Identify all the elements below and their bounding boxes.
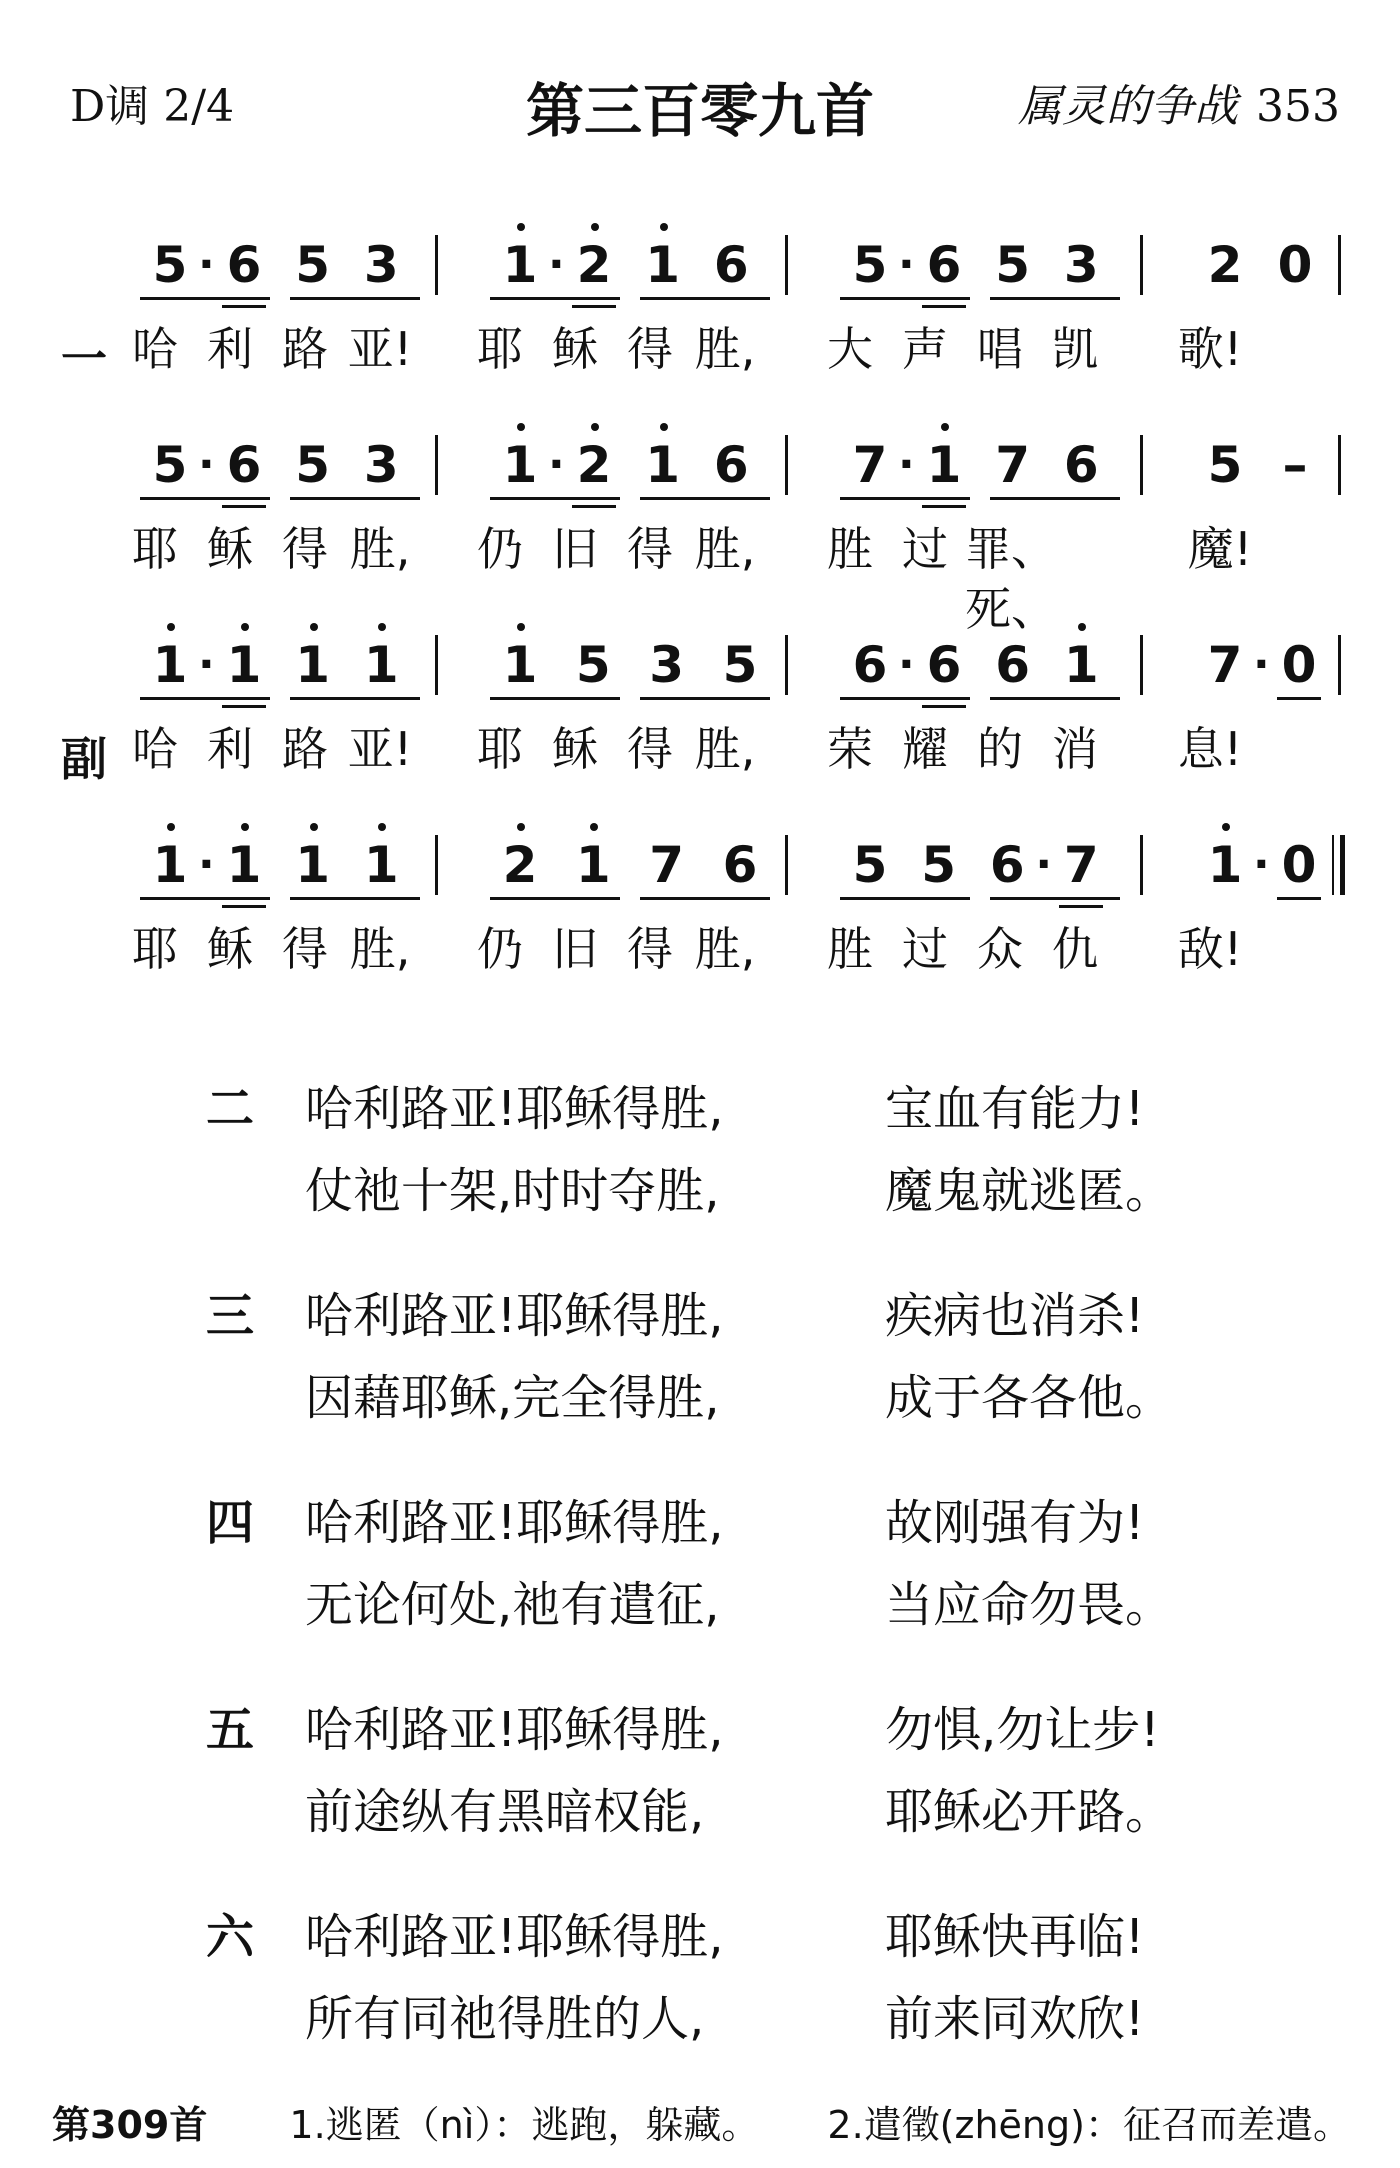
verse-line-first-half: 前途纵有黑暗权能, — [305, 1784, 705, 1840]
dot-extension: · — [1253, 639, 1270, 690]
octave-dot — [167, 823, 175, 831]
note: 1 — [140, 635, 200, 695]
lyric-syllable: 唱 — [977, 322, 1023, 376]
note: 1 — [633, 235, 693, 295]
beam-underline — [140, 497, 270, 500]
note: 2 — [1207, 236, 1243, 294]
verse-number: 五 — [205, 1702, 254, 1758]
lyric-syllable: 凯 — [1052, 322, 1098, 376]
beam-underline — [840, 497, 970, 500]
barline — [435, 235, 438, 295]
octave-dot — [517, 423, 525, 431]
lyric-syllable: 胜 — [827, 522, 873, 576]
lyric-syllable: 胜, — [694, 922, 756, 976]
note: 1 — [283, 835, 343, 895]
note: 1 — [140, 835, 200, 895]
octave-dot — [590, 823, 598, 831]
sixteenth-underline — [922, 705, 966, 708]
lyric-syllable: 哈 — [132, 322, 178, 376]
score-row — [0, 205, 1400, 395]
verse-line-first-half: 无论何处,祂有遣征, — [305, 1577, 720, 1633]
lyric-syllable: 消 — [1052, 722, 1098, 776]
note: 2 — [564, 235, 624, 295]
lyric-syllable: 耶 — [477, 322, 523, 376]
lyric-syllable: 敌! — [1177, 922, 1243, 976]
barline — [435, 835, 438, 895]
note: 6 — [713, 236, 749, 294]
verse-line-first-half: 仗祂十架,时时夺胜, — [305, 1163, 720, 1219]
sixteenth-underline — [222, 705, 266, 708]
verse-line-second-half: 前来同欢欣! — [885, 1991, 1145, 2047]
note: 1 — [914, 435, 974, 495]
note: 1 — [1195, 835, 1255, 895]
octave-dot — [941, 423, 949, 431]
section-header — [1018, 70, 1340, 134]
verse-line-first-half: 哈利路亚!耶稣得胜, — [305, 1702, 724, 1758]
verse-number: 四 — [205, 1495, 254, 1551]
note: 5 — [852, 836, 888, 894]
barline — [1338, 435, 1341, 495]
note: 5 — [852, 236, 888, 294]
lyric-syllable: 耀 — [902, 722, 948, 776]
sixteenth-underline — [572, 305, 616, 308]
lyric-syllable: 仇 — [1052, 922, 1098, 976]
octave-dot — [517, 623, 525, 631]
verse-line-first-half: 哈利路亚!耶稣得胜, — [305, 1081, 724, 1137]
sixteenth-underline — [222, 905, 266, 908]
octave-dot — [591, 223, 599, 231]
verse-line-second-half: 耶稣必开路。 — [885, 1784, 1174, 1840]
lyric-syllable: 胜, — [349, 922, 411, 976]
note: 1 — [283, 635, 343, 695]
note: 6 — [995, 636, 1031, 694]
dot-extension: · — [898, 639, 915, 690]
note: 6 — [713, 436, 749, 494]
note: 2 — [490, 835, 550, 895]
note: 3 — [649, 636, 685, 694]
sixteenth-underline — [1059, 905, 1103, 908]
octave-dot — [1222, 823, 1230, 831]
beam-underline — [640, 497, 770, 500]
barline — [1338, 635, 1341, 695]
page-number: 353 — [1256, 81, 1340, 132]
octave-dot — [167, 623, 175, 631]
lyric-syllable: 亚! — [347, 322, 413, 376]
lyric-syllable: 过 — [902, 922, 948, 976]
lyric-syllable: 得 — [627, 722, 673, 776]
note: 6 — [852, 636, 888, 694]
note: 5 — [722, 636, 758, 694]
key-time-signature: D调 2/4 — [70, 81, 235, 132]
note: 5 — [1207, 436, 1243, 494]
barline — [785, 835, 788, 895]
note: 3 — [363, 236, 399, 294]
note: 5 — [921, 836, 957, 894]
note: 0 — [1281, 636, 1317, 694]
dot-extension: · — [898, 439, 915, 490]
beam-underline — [490, 297, 620, 300]
note: 1 — [351, 635, 411, 695]
lyric-syllable: 稣 — [552, 722, 598, 776]
note: 6 — [989, 836, 1025, 894]
verse-line-second-half: 勿惧,勿让步! — [885, 1702, 1160, 1758]
lyric-syllable: 息! — [1177, 722, 1243, 776]
octave-dot — [310, 623, 318, 631]
sixteenth-underline — [922, 505, 966, 508]
note: 6 — [226, 236, 262, 294]
note: 5 — [152, 436, 188, 494]
note: 6 — [226, 436, 262, 494]
lyric-syllable: 胜, — [694, 722, 756, 776]
score-row — [0, 605, 1400, 795]
footnote-2: 2.遣徵(zhēng)：征召而差遣。 — [827, 2103, 1351, 2147]
octave-dot — [241, 623, 249, 631]
verse-number: 二 — [205, 1081, 254, 1137]
lyric-syllable: 哈 — [132, 722, 178, 776]
lyric-syllable: 得 — [627, 522, 673, 576]
verse-number: 三 — [205, 1288, 254, 1344]
lyric-syllable: 大 — [827, 322, 873, 376]
dot-extension: · — [198, 239, 215, 290]
beam-underline — [290, 297, 420, 300]
eighth-underline — [1277, 897, 1321, 900]
beam-underline — [290, 897, 420, 900]
lyric-syllable: 仍 — [477, 922, 523, 976]
note: 0 — [1281, 836, 1317, 894]
lyric-syllable: 胜, — [694, 322, 756, 376]
octave-dot — [1078, 623, 1086, 631]
note: 1 — [633, 435, 693, 495]
hymn-title: 第三百零九首 — [525, 77, 874, 145]
note: 7 — [1063, 836, 1099, 894]
lyric-syllable: 荣 — [827, 722, 873, 776]
beam-underline — [640, 897, 770, 900]
eighth-underline — [1277, 697, 1321, 700]
dot-extension: · — [548, 239, 565, 290]
verse-line-second-half: 耶稣快再临! — [885, 1909, 1145, 1965]
lyric-syllable: 得 — [627, 322, 673, 376]
note: 1 — [490, 635, 550, 695]
final-barline — [1340, 835, 1345, 895]
octave-dot — [378, 623, 386, 631]
note: 2 — [564, 435, 624, 495]
note: 1 — [563, 835, 623, 895]
barline — [1338, 235, 1341, 295]
note: 1 — [214, 635, 274, 695]
octave-dot — [241, 823, 249, 831]
lyric-syllable: 稣 — [552, 322, 598, 376]
beam-underline — [990, 897, 1120, 900]
note: 7 — [1207, 636, 1243, 694]
verse-line-second-half: 魔鬼就逃匿。 — [885, 1163, 1174, 1219]
lyric-syllable: 稣 — [207, 922, 253, 976]
note: 7 — [995, 436, 1031, 494]
verse-line-second-half: 成于各各他。 — [885, 1370, 1174, 1426]
note: 1 — [490, 235, 550, 295]
sixteenth-underline — [922, 305, 966, 308]
note: 1 — [214, 835, 274, 895]
lyric-syllable: 歌! — [1177, 322, 1243, 376]
beam-underline — [290, 497, 420, 500]
score-row — [0, 405, 1400, 636]
barline — [785, 435, 788, 495]
verse-line-first-half: 哈利路亚!耶稣得胜, — [305, 1495, 724, 1551]
note: 3 — [363, 436, 399, 494]
lyric-syllable: 胜, — [694, 522, 756, 576]
section-name: 属灵的争战 — [1018, 81, 1239, 132]
note: 5 — [575, 636, 611, 694]
lyric-syllable: 仍 — [477, 522, 523, 576]
barline — [435, 635, 438, 695]
lyric-syllable: 利 — [207, 722, 253, 776]
lyric-syllable: 众 — [977, 922, 1023, 976]
lyric-syllable: 路 — [282, 322, 328, 376]
lyric-syllable: 耶 — [132, 922, 178, 976]
note: 5 — [295, 236, 331, 294]
note: – — [1282, 436, 1308, 494]
barline — [1332, 835, 1334, 895]
note: 5 — [995, 236, 1031, 294]
verse-line-second-half: 当应命勿畏。 — [885, 1577, 1174, 1633]
lyric-syllable: 利 — [207, 322, 253, 376]
dot-extension: · — [1253, 839, 1270, 890]
verse-number: 六 — [205, 1909, 254, 1965]
beam-underline — [990, 697, 1120, 700]
lyric-syllable: 声 — [902, 322, 948, 376]
verse-line-second-half: 疾病也消杀! — [885, 1288, 1145, 1344]
beam-underline — [140, 297, 270, 300]
barline — [1140, 835, 1143, 895]
octave-dot — [660, 223, 668, 231]
octave-dot — [591, 423, 599, 431]
note: 7 — [649, 836, 685, 894]
verse-line-second-half: 宝血有能力! — [885, 1081, 1145, 1137]
lyric-syllable: 旧 — [552, 522, 598, 576]
barline — [435, 435, 438, 495]
note: 1 — [351, 835, 411, 895]
octave-dot — [378, 823, 386, 831]
verse-label: 一 — [61, 332, 107, 386]
beam-underline — [840, 697, 970, 700]
dot-extension: · — [198, 839, 215, 890]
note: 5 — [152, 236, 188, 294]
note: 7 — [852, 436, 888, 494]
verse-line-first-half: 所有同祂得胜的人, — [305, 1991, 705, 2047]
lyric-syllable: 胜 — [827, 922, 873, 976]
dot-extension: · — [1035, 839, 1053, 890]
note: 3 — [1063, 236, 1099, 294]
note: 6 — [722, 836, 758, 894]
octave-dot — [660, 423, 668, 431]
lyric-syllable: 得 — [282, 522, 328, 576]
lyric-syllable: 过 — [902, 522, 948, 576]
lyric-syllable: 旧 — [552, 922, 598, 976]
footnotes — [52, 2094, 1351, 2149]
lyric-syllable: 耶 — [477, 722, 523, 776]
lyric-syllable: 胜, — [349, 522, 411, 576]
lyric-syllable: 魔! — [1187, 522, 1253, 576]
note: 6 — [926, 636, 962, 694]
score-row — [0, 805, 1400, 995]
beam-underline — [140, 697, 270, 700]
barline — [1140, 435, 1143, 495]
barline — [785, 235, 788, 295]
footnote-1: 1.逃匿（nì）：逃跑，躲藏。 — [289, 2103, 760, 2147]
verse-line-first-half: 哈利路亚!耶稣得胜, — [305, 1288, 724, 1344]
dot-extension: · — [198, 639, 215, 690]
lyric-syllable: 耶 — [132, 522, 178, 576]
beam-underline — [140, 897, 270, 900]
verse-line-second-half: 故刚强有为! — [885, 1495, 1145, 1551]
beam-underline — [490, 697, 620, 700]
beam-underline — [490, 497, 620, 500]
barline — [1140, 235, 1143, 295]
beam-underline — [840, 897, 970, 900]
verse-line-first-half: 哈利路亚!耶稣得胜, — [305, 1909, 724, 1965]
beam-underline — [290, 697, 420, 700]
sixteenth-underline — [222, 505, 266, 508]
beam-underline — [990, 297, 1120, 300]
lyric-syllable: 罪、死、 — [965, 522, 1057, 636]
note: 1 — [490, 435, 550, 495]
dot-extension: · — [548, 439, 565, 490]
dot-extension: · — [198, 439, 215, 490]
sixteenth-underline — [572, 505, 616, 508]
note: 1 — [1051, 635, 1111, 695]
note: 6 — [1063, 436, 1099, 494]
beam-underline — [640, 697, 770, 700]
sixteenth-underline — [222, 305, 266, 308]
note: 0 — [1277, 236, 1313, 294]
dot-extension: · — [898, 239, 915, 290]
beam-underline — [840, 297, 970, 300]
octave-dot — [310, 823, 318, 831]
lyric-syllable: 亚! — [347, 722, 413, 776]
beam-underline — [490, 897, 620, 900]
barline — [1140, 635, 1143, 695]
beam-underline — [640, 297, 770, 300]
verse-line-first-half: 因藉耶稣,完全得胜, — [305, 1370, 720, 1426]
lyric-syllable: 的 — [977, 722, 1023, 776]
barline — [785, 635, 788, 695]
lyric-syllable: 路 — [282, 722, 328, 776]
beam-underline — [990, 497, 1120, 500]
note: 5 — [295, 436, 331, 494]
octave-dot — [517, 223, 525, 231]
note: 6 — [926, 236, 962, 294]
hymn-number: 第309首 — [52, 2103, 208, 2147]
lyric-syllable: 稣 — [207, 522, 253, 576]
octave-dot — [517, 823, 525, 831]
lyric-syllable: 得 — [282, 922, 328, 976]
lyric-syllable: 得 — [627, 922, 673, 976]
verse-label: 副 — [61, 732, 107, 786]
